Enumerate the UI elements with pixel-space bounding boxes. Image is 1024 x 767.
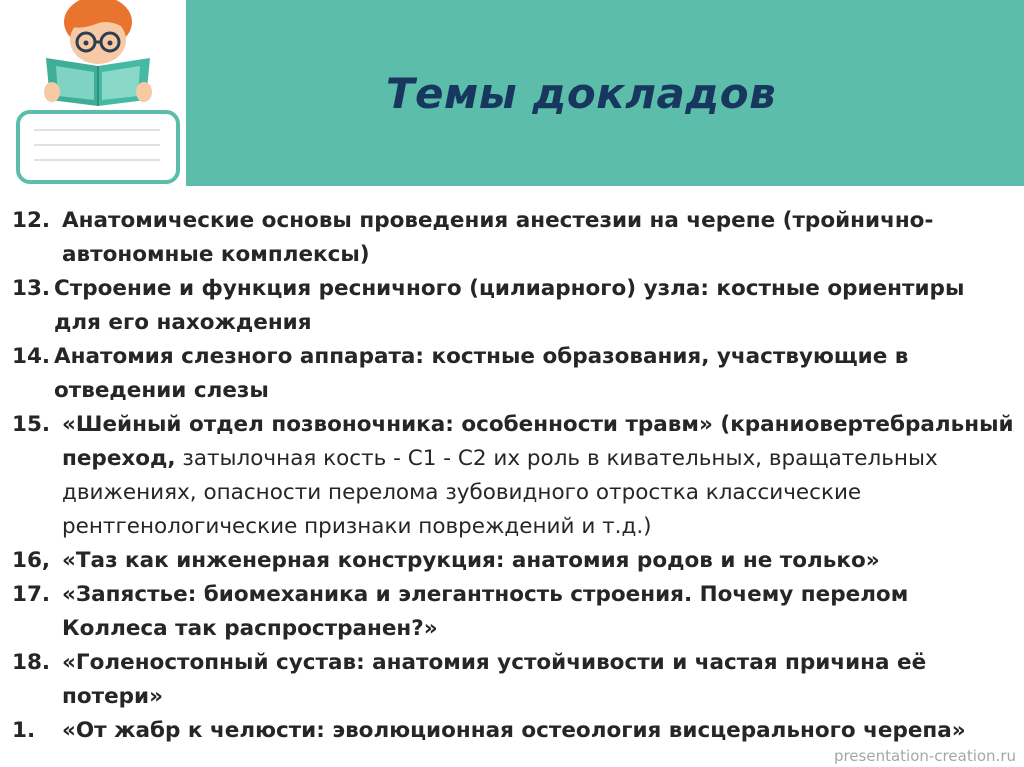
list-item xyxy=(12,272,1017,340)
item-number: 17. xyxy=(12,582,51,607)
item-text: Строение и функция ресничного (цилиарного) узла: костные ориентиры для его нахождения xyxy=(54,276,965,335)
list-item xyxy=(12,646,1017,714)
list-item xyxy=(12,204,1017,272)
item-text: Анатомические основы проведения анестезии на черепе (тройнично-автономные комплексы) xyxy=(62,208,934,267)
item-number: 15. xyxy=(12,412,51,437)
list-item xyxy=(12,408,1017,544)
item-number: 13. xyxy=(12,276,51,301)
slide-title: Темы докладов xyxy=(385,68,777,118)
item-text-bold: «Шейный отдел позвоночника: особенности травм» (краниовертебральный переход, xyxy=(62,412,1014,471)
item-text: «Запястье: биомеханика и элегантность строения. Почему перелом Коллеса так распространен?» xyxy=(62,582,909,641)
item-number: 16, xyxy=(12,548,51,573)
item-text: «Голеностопный сустав: анатомия устойчивости и частая причина её потери» xyxy=(62,650,927,709)
watermark: presentation-creation.ru xyxy=(833,747,1016,765)
item-text-normal: затылочная кость - С1 - С2 их роль в кивательных, вращательных движениях, опасности перелома зубовидного отростка классические рентгенологические признаки повреждений и т.д.) xyxy=(62,446,938,539)
item-number: 14. xyxy=(12,344,51,369)
list-item xyxy=(12,340,1017,408)
item-number: 12. xyxy=(12,208,51,233)
item-number: 18. xyxy=(12,650,51,675)
item-text: «Таз как инженерная конструкция: анатомия родов и не только» xyxy=(62,548,880,573)
item-number: 1. xyxy=(12,718,36,743)
item-text: Анатомия слезного аппарата: костные образования, участвующие в отведении слезы xyxy=(54,344,909,403)
topics-list xyxy=(12,204,1017,748)
item-text: «От жабр к челюсти: эволюционная остеология висцерального черепа» xyxy=(62,718,966,743)
list-item xyxy=(12,544,1017,578)
reading-child-icon xyxy=(10,0,180,186)
list-item xyxy=(12,714,1017,748)
list-item xyxy=(12,578,1017,646)
